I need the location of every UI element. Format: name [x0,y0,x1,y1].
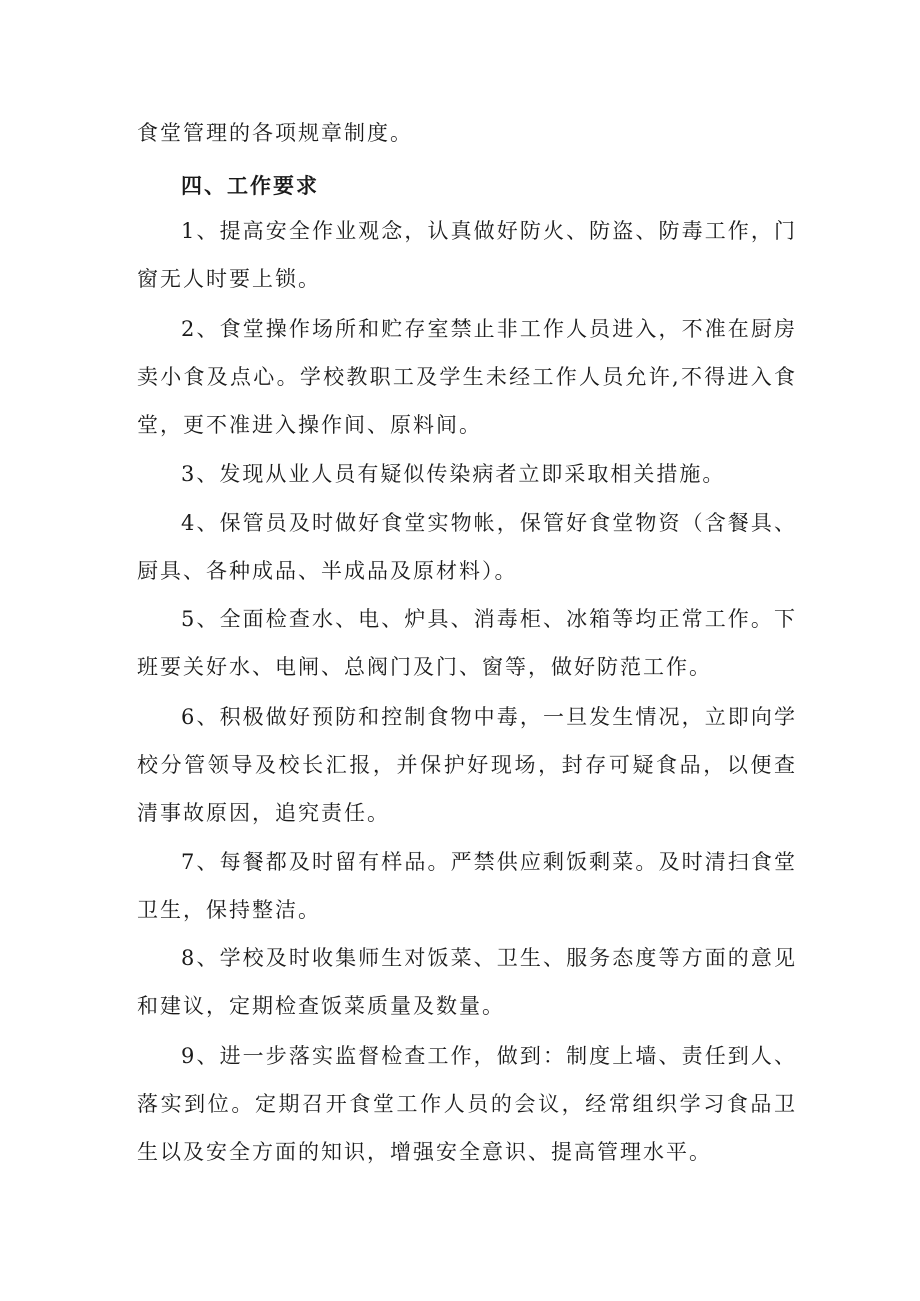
requirement-item-7: 7、每餐都及时留有样品。严禁供应剩饭剩菜。及时清扫食堂卫生，保持整洁。 [137,850,797,922]
requirement-item-5: 5、全面检查水、电、炉具、消毒柜、冰箱等均正常工作。下班要关好水、电闸、总阀门及门、窗等，做好防范工作。 [137,607,797,679]
section-heading: 四、工作要求 [181,174,319,198]
continuation-paragraph: 食堂管理的各项规章制度。 [137,121,413,145]
requirement-item-4: 4、保管员及时做好食堂实物帐，保管好食堂物资（含餐具、厨具、各种成品、半成品及原材料）。 [137,511,797,583]
requirement-item-3: 3、发现从业人员有疑似传染病者立即采取相关措施。 [181,462,726,486]
requirement-item-1: 1、提高安全作业观念，认真做好防火、防盗、防毒工作，门窗无人时要上锁。 [137,219,797,291]
requirement-item-6: 6、积极做好预防和控制食物中毒，一旦发生情况，立即向学校分管领导及校长汇报，并保护好现场，封存可疑食品，以便查清事故原因，追究责任。 [137,705,797,825]
requirement-item-2: 2、食堂操作场所和贮存室禁止非工作人员进入，不准在厨房卖小食及点心。学校教职工及学生未经工作人员允许,不得进入食堂，更不准进入操作间、原料间。 [137,317,797,437]
requirement-item-8: 8、学校及时收集师生对饭菜、卫生、服务态度等方面的意见和建议，定期检查饭菜质量及数量。 [137,946,797,1018]
requirement-item-9: 9、进一步落实监督检查工作，做到：制度上墙、责任到人、落实到位。定期召开食堂工作人员的会议，经常组织学习食品卫生以及安全方面的知识，增强安全意识、提高管理水平。 [137,1044,797,1164]
